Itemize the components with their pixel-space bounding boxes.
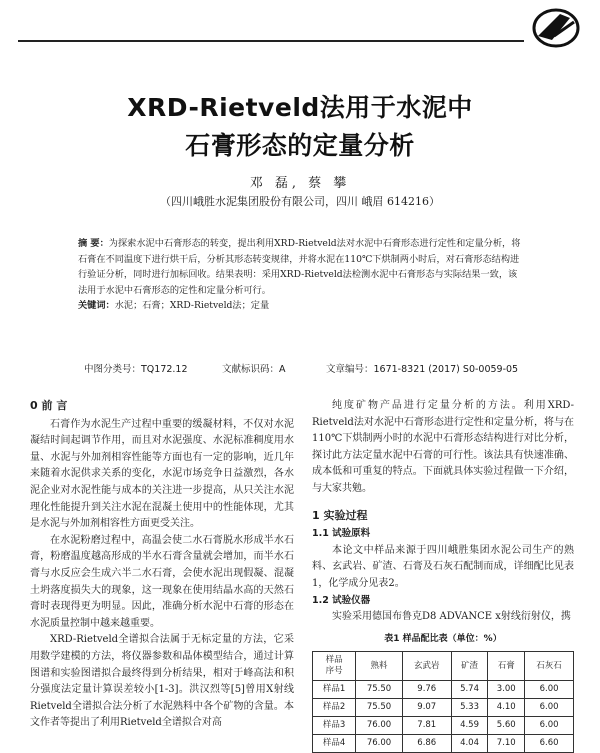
paragraph: 在水泥粉磨过程中，高温会使二水石膏脱水形成半水石膏，粉磨温度越高形成的半水石膏含量就会增加，而半水石膏与水反应会生成六半二水石膏，会使水泥出现假凝、混凝土坍落度损失大的现象，这一现象在使用结晶水高的天然石膏时表现得更为明显。因此，准确分析水泥中石膏的形态在水泥质量控制中越来越重要。 — [30, 534, 294, 629]
table-cell: 7.81 — [402, 717, 451, 735]
table-cell: 样品3 — [313, 717, 356, 735]
paragraph: 实验采用德国布鲁克D8 ADVANCE x射线衍射仪，携 — [332, 611, 571, 623]
header-cell: 石灰石 — [525, 652, 574, 681]
table-cell: 3.00 — [488, 681, 525, 699]
table-row — [313, 717, 574, 735]
header-cell: 矿渣 — [451, 652, 488, 681]
header-cell: 石膏 — [488, 652, 525, 681]
table-cell: 75.50 — [356, 699, 403, 717]
section-heading-experiment: 1 实验过程 — [312, 508, 368, 522]
table-cell: 5.33 — [451, 699, 488, 717]
table-cell: 76.00 — [356, 717, 403, 735]
journal-logo-icon — [530, 6, 582, 50]
table-cell: 4.59 — [451, 717, 488, 735]
abstract-label: 摘 要： — [78, 238, 109, 249]
abstract-text: 为探索水泥中石膏形态的转变，提出利用XRD-Rietveld法对水泥中石膏形态进行定性和定量分析，将石膏在不同温度下进行烘干后，分析其形态转变规律，并将水泥在110℃下烘制两小时后，对石膏形态结构进行验证分析，同时进行加标回收。结果表明：采用XRD-Rietveld法检测水泥中石膏形态与实际结果一致，该法用于水泥中石膏形态的定性和定量分析可行。 — [78, 238, 521, 296]
affiliation: （四川峨胜水泥集团股份有限公司，四川 峨眉 614216） — [160, 195, 440, 208]
table-cell: 9.76 — [402, 681, 451, 699]
keywords — [78, 298, 526, 314]
table-cell: 75.50 — [356, 681, 403, 699]
abstract — [78, 236, 526, 314]
paper-title-line-1: XRD-Rietveld法用于水泥中 — [127, 93, 473, 122]
table-row — [313, 681, 574, 699]
paper-title-line-2: 石膏形态的定量分析 — [185, 131, 415, 160]
paragraph: 本论文中样品来源于四川峨胜集团水泥公司生产的熟料、玄武岩、矿渣、石膏及石灰石配制而成，详细配比见表1，化学成分见表2。 — [312, 544, 574, 589]
table-cell: 6.86 — [402, 735, 451, 753]
paragraph: 石膏作为水泥生产过程中重要的缓凝材料，不仅对水泥凝结时间起调节作用，而且对水泥强度、水泥标准稠度用水量、水泥与外加剂相容性能等方面也有一定的影响，近几年来随着水泥供求关系的变化，水泥市场竞争日益激烈，各水泥企业对水泥性能与成本的关注进一步提高，从只关注水泥理化性能提升到关注水泥在混凝土使用中的性能体现，尤其是水泥与外加剂相容性方面更受关注。 — [30, 418, 294, 530]
table-cell: 样品2 — [313, 699, 356, 717]
header-cell: 熟料 — [356, 652, 403, 681]
table-cell: 7.10 — [488, 735, 525, 753]
right-column — [312, 398, 574, 753]
table-cell: 6.00 — [525, 717, 574, 735]
table-cell: 6.00 — [525, 681, 574, 699]
section-heading-introduction: 0 前 言 — [30, 399, 68, 412]
table-cell: 4.10 — [488, 699, 525, 717]
table-cell: 9.07 — [402, 699, 451, 717]
table-cell: 5.74 — [451, 681, 488, 699]
paragraph: XRD-Rietveld全谱拟合法属于无标定量的方法，它采用数学建模的方法，将仪器参数和晶体模型结合，通过计算图谱和实验图谱拟合最终得到分析结果，相对于峰高法和积分强度法定量计算误差较小[1-3]。洪汉烈等[5]曾用X射线Rietveld全谱拟合法分析了水泥熟料中各个矿物的含量。本文作者等提出了利用Rietveld全谱拟合对高 — [30, 634, 294, 729]
clc-number: 中图分类号：TQ172.12 — [84, 364, 188, 375]
keywords-text: 水泥；石膏；XRD-Rietveld法；定量 — [114, 300, 270, 311]
article-number: 文章编号：1671-8321 (2017) S0-0059-05 — [326, 364, 519, 375]
left-column — [30, 398, 294, 732]
authors: 邓 磊, 蔡 攀 — [249, 176, 351, 191]
subsection-heading-instruments: 1.2 试验仪器 — [312, 594, 371, 606]
subsection-heading-materials: 1.1 试验原料 — [312, 528, 371, 540]
header-rule — [18, 40, 524, 42]
table-caption: 表1 样品配比表（单位：%） — [384, 633, 502, 644]
abstract-body — [78, 236, 526, 298]
table-cell: 4.04 — [451, 735, 488, 753]
document-code: 文献标识码：A — [222, 364, 286, 375]
table-cell: 6.00 — [525, 699, 574, 717]
table-cell: 5.60 — [488, 717, 525, 735]
header-cell: 玄武岩 — [402, 652, 451, 681]
header-cell: 样品 序号 — [313, 652, 356, 681]
table-header-row — [313, 652, 574, 681]
sample-ratio-table — [312, 651, 574, 753]
table-cell: 6.60 — [525, 735, 574, 753]
table-cell: 样品1 — [313, 681, 356, 699]
paragraph: 纯度矿物产品进行定量分析的方法。利用XRD-Rietveld法对水泥中石膏形态进行定性和定量分析，将与在110℃下烘制两小时的水泥中石膏形态结构进行对比分析，探讨此方法定量水泥中石膏的可行性。该法具有快速准确、成本低和可重复的特点。下面就具体实验过程做一下介绍，与大家共勉。 — [312, 400, 574, 494]
table-cell: 样品4 — [313, 735, 356, 753]
keywords-label: 关键词： — [78, 300, 115, 311]
table-row — [313, 735, 574, 753]
table-cell: 76.00 — [356, 735, 403, 753]
table-row — [313, 699, 574, 717]
